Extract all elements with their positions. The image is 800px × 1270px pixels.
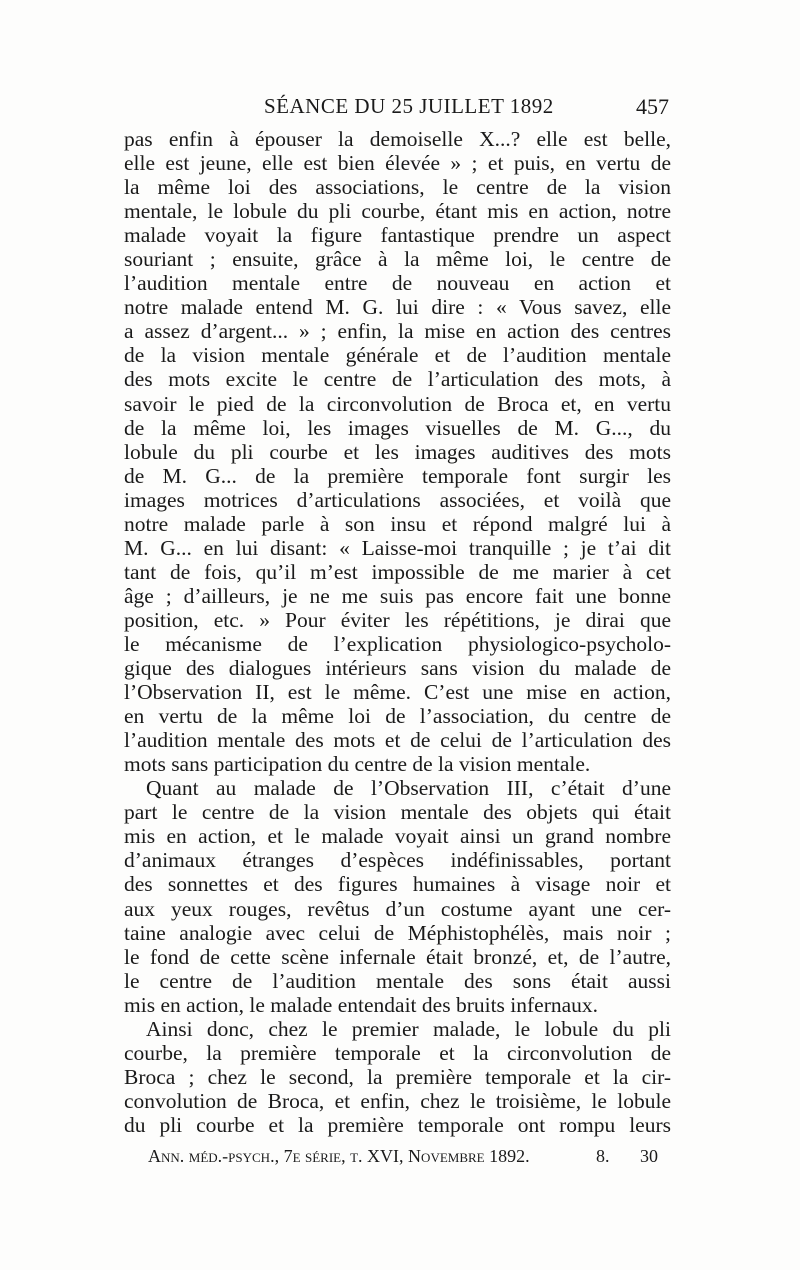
text-line: courbe, la première temporale et la circonvolution de xyxy=(124,1040,671,1065)
text-line: des mots excite le centre de l’articulation des mots, à xyxy=(124,367,671,392)
text-line: position, etc. » Pour éviter les répétitions, je dirai que xyxy=(124,607,671,632)
text-line: de la même loi, les images visuelles de M. G..., du xyxy=(124,415,671,440)
sheet-number: 8. xyxy=(596,1146,610,1166)
text-line: notre malade parle à son insu et répond malgré lui à xyxy=(124,511,671,536)
text-line: du pli courbe et la première temporale ont rompu leurs xyxy=(124,1112,671,1137)
text-line: part le centre de la vision mentale des objets qui était xyxy=(124,800,671,825)
text-line: pas enfin à épouser la demoiselle X...? elle est belle, xyxy=(124,127,671,151)
text-line: la même loi des associations, le centre de la vision xyxy=(124,175,671,200)
text-line: notre malade entend M. G. lui dire : « Vous savez, elle xyxy=(124,295,671,320)
text-line: Quant au malade de l’Observation III, c’était d’une xyxy=(146,776,671,801)
text-line: lobule du pli courbe et les images auditives des mots xyxy=(124,439,671,464)
text-line: aux yeux rouges, revêtus d’un costume ayant une cer- xyxy=(124,896,671,921)
text-line: convolution de Broca, et enfin, chez le troisième, le lobule xyxy=(124,1088,671,1113)
body-text xyxy=(124,127,671,1137)
text-line: l’Observation II, est le même. C’est une mise en action, xyxy=(124,680,671,705)
text-line: Ainsi donc, chez le premier malade, le lobule du pli xyxy=(146,1016,671,1041)
text-line: mis en action, le malade entendait des bruits infernaux. xyxy=(124,992,599,1017)
text-line: l’audition mentale entre de nouveau en action et xyxy=(124,271,671,296)
page-number: 457 xyxy=(636,94,669,119)
running-title: SÉANCE DU 25 JUILLET 1892 xyxy=(264,94,554,118)
text-line: en vertu de la même loi de l’association, du centre de xyxy=(124,704,671,729)
text-line: M. G... en lui disant: « Laisse-moi tranquille ; je t’ai dit xyxy=(124,535,671,560)
signature-number: 30 xyxy=(640,1146,658,1166)
text-line: a assez d’argent... » ; enfin, la mise en action des centres xyxy=(124,319,671,344)
text-line: d’animaux étranges d’espèces indéfinissables, portant xyxy=(124,848,671,873)
text-line: de la vision mentale générale et de l’audition mentale xyxy=(124,343,671,368)
signature-line xyxy=(148,1146,658,1172)
text-line: le mécanisme de l’explication physiologico-psycholo- xyxy=(124,631,671,656)
text-line: souriant ; ensuite, grâce à la même loi, le centre de xyxy=(124,247,671,272)
text-line: Broca ; chez le second, la première temporale et la cir- xyxy=(124,1064,671,1089)
text-line: des sonnettes et des figures humaines à visage noir et xyxy=(124,872,671,897)
text-line: taine analogie avec celui de Méphistophélès, mais noir ; xyxy=(124,920,671,945)
text-line: tant de fois, qu’il m’est impossible de me marier à cet xyxy=(124,559,671,584)
journal-reference: Ann. méd.-psych., 7e série, t. XVI, Novembre 1892. xyxy=(148,1146,530,1166)
text-line: savoir le pied de la circonvolution de Broca et, en vertu xyxy=(124,391,671,416)
text-line: mots sans participation du centre de la vision mentale. xyxy=(124,752,591,777)
text-line: mis en action, et le malade voyait ainsi un grand nombre xyxy=(124,824,671,849)
text-line: elle est jeune, elle est bien élevée » ; et puis, en vertu de xyxy=(124,151,671,176)
text-line: l’audition mentale des mots et de celui de l’articulation des xyxy=(124,728,671,753)
text-line: de M. G... de la première temporale font surgir les xyxy=(124,463,671,488)
text-line: images motrices d’articulations associées, et voilà que xyxy=(124,487,671,512)
text-line: malade voyait la figure fantastique prendre un aspect xyxy=(124,223,671,248)
text-line: gique des dialogues intérieurs sans vision du malade de xyxy=(124,656,671,681)
text-line: âge ; d’ailleurs, je ne me suis pas encore fait une bonne xyxy=(124,583,671,608)
running-head xyxy=(124,94,669,124)
text-line: le centre de l’audition mentale des sons était aussi xyxy=(124,968,671,993)
text-line: le fond de cette scène infernale était bronzé, et, de l’autre, xyxy=(124,944,671,969)
text-line: mentale, le lobule du pli courbe, étant mis en action, notre xyxy=(124,199,671,224)
